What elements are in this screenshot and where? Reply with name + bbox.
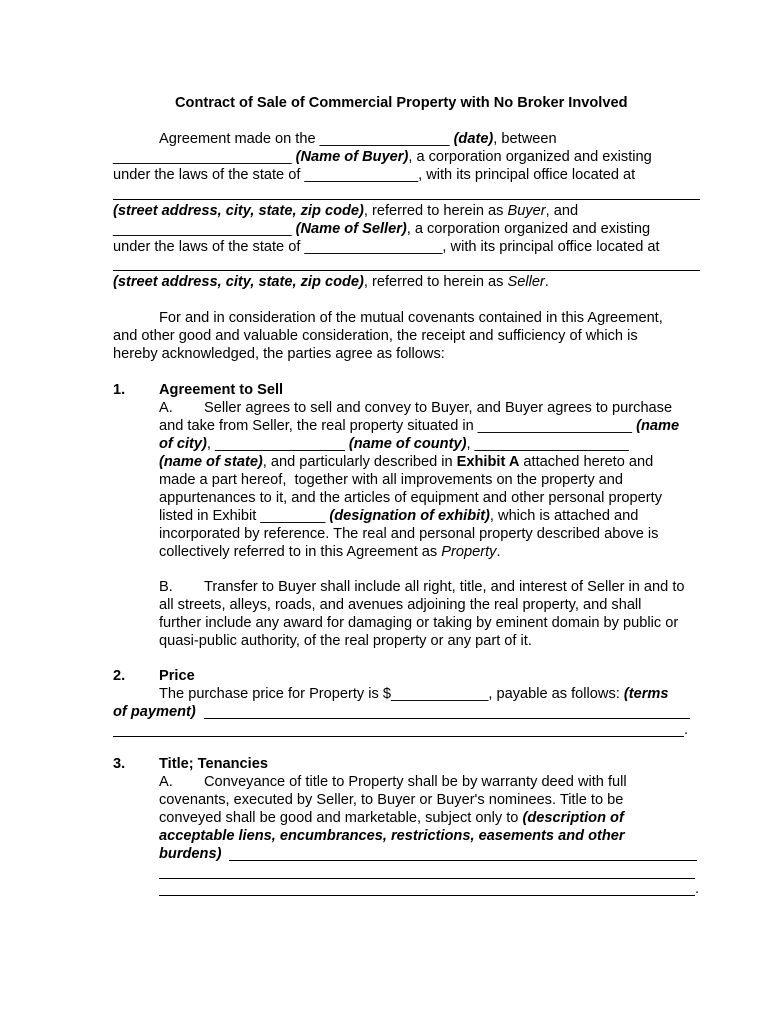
section-1a-line-3: of city), ________________ (name of county), ___________________ xyxy=(159,436,629,452)
section-1a-line-9: collectively referred to in this Agreement as Property. xyxy=(159,544,501,560)
agreement-line-3: under the laws of the state of ______________, with its principal office located at xyxy=(113,167,636,183)
seller-name-label: (Name of Seller) xyxy=(295,221,407,237)
buyer-address-blank xyxy=(113,199,700,200)
section-1a-line-1: Seller agrees to sell and convey to Buyer, and Buyer agrees to purchase xyxy=(204,400,673,416)
section-1a-line-8: incorporated by reference. The real and personal property described above is xyxy=(159,526,659,542)
section-3-heading: Title; Tenancies xyxy=(159,756,268,772)
agreement-line-5: (street address, city, state, zip code), referred to herein as Buyer, and xyxy=(113,203,579,219)
section-1b-line-2: all streets, alleys, roads, and avenues adjoining the real property, and shall xyxy=(159,597,642,613)
section-1a-line-5: made a part hereof, together with all improvements on the property and xyxy=(159,472,624,488)
section-3a-line-3: conveyed shall be good and marketable, subject only to (description of xyxy=(159,810,624,826)
section-3a-line-7-end: . xyxy=(695,881,700,897)
agreement-line-2: ______________________ (Name of Buyer), a corporation organized and existing xyxy=(113,149,652,165)
section-1a-line-4: (name of state), and particularly described in Exhibit A attached hereto and xyxy=(159,454,654,470)
section-1b-line-1: Transfer to Buyer shall include all right, title, and interest of Seller in and to xyxy=(204,579,685,595)
agreement-line-1: Agreement made on the ________________ (date), between xyxy=(159,131,557,147)
section-3a-line-2: covenants, executed by Seller, to Buyer or Buyer's nominees. Title to be xyxy=(159,792,624,808)
liens-blank-2 xyxy=(159,878,695,879)
section-1-heading: Agreement to Sell xyxy=(159,382,284,398)
liens-blank-1 xyxy=(229,860,697,861)
section-1-number: 1. xyxy=(113,382,126,398)
section-1b-line-4: quasi-public authority, of the real property or any part of it. xyxy=(159,633,532,649)
section-1a-label: A. xyxy=(159,400,173,416)
section-3-number: 3. xyxy=(113,756,126,772)
section-3a-line-5: burdens) xyxy=(159,846,222,862)
section-2-number: 2. xyxy=(113,668,126,684)
section-2-line-1: The purchase price for Property is $____________, payable as follows: (terms xyxy=(159,686,669,702)
section-1a-line-6: appurtenances to it, and the articles of equipment and other personal property xyxy=(159,490,662,506)
date-label: (date) xyxy=(453,131,494,147)
section-1a-line-7: listed in Exhibit ________ (designation of exhibit), which is attached and xyxy=(159,508,639,524)
consideration-line-2: and other good and valuable consideration, the receipt and sufficiency of which is xyxy=(113,328,638,344)
section-2-heading: Price xyxy=(159,668,195,684)
payment-terms-blank-1 xyxy=(204,718,690,719)
consideration-line-3: hereby acknowledged, the parties agree as follows: xyxy=(113,346,445,362)
section-3a-label: A. xyxy=(159,774,173,790)
agreement-line-9: (street address, city, state, zip code), referred to herein as Seller. xyxy=(113,274,549,290)
liens-blank-3 xyxy=(159,895,695,896)
seller-address-blank xyxy=(113,270,700,271)
section-2-line-3-end: . xyxy=(684,722,689,738)
payment-terms-blank-2 xyxy=(113,736,684,737)
section-3a-line-4: acceptable liens, encumbrances, restrictions, easements and other xyxy=(159,828,625,844)
section-1b-label: B. xyxy=(159,579,173,595)
agreement-line-7: under the laws of the state of _________________, with its principal office located at xyxy=(113,239,660,255)
consideration-line-1: For and in consideration of the mutual covenants contained in this Agreement, xyxy=(159,310,663,326)
agreement-line-6: ______________________ (Name of Seller), a corporation organized and existing xyxy=(113,221,651,237)
section-1b-line-3: further include any award for damaging or taking by eminent domain by public or xyxy=(159,615,679,631)
section-3a-line-1: Conveyance of title to Property shall be by warranty deed with full xyxy=(204,774,627,790)
document-title: Contract of Sale of Commercial Property with No Broker Involved xyxy=(175,95,628,111)
section-2-line-2: of payment) xyxy=(113,704,196,720)
section-1a-line-2: and take from Seller, the real property situated in ___________________ (name xyxy=(159,418,680,434)
buyer-name-label: (Name of Buyer) xyxy=(295,149,409,165)
